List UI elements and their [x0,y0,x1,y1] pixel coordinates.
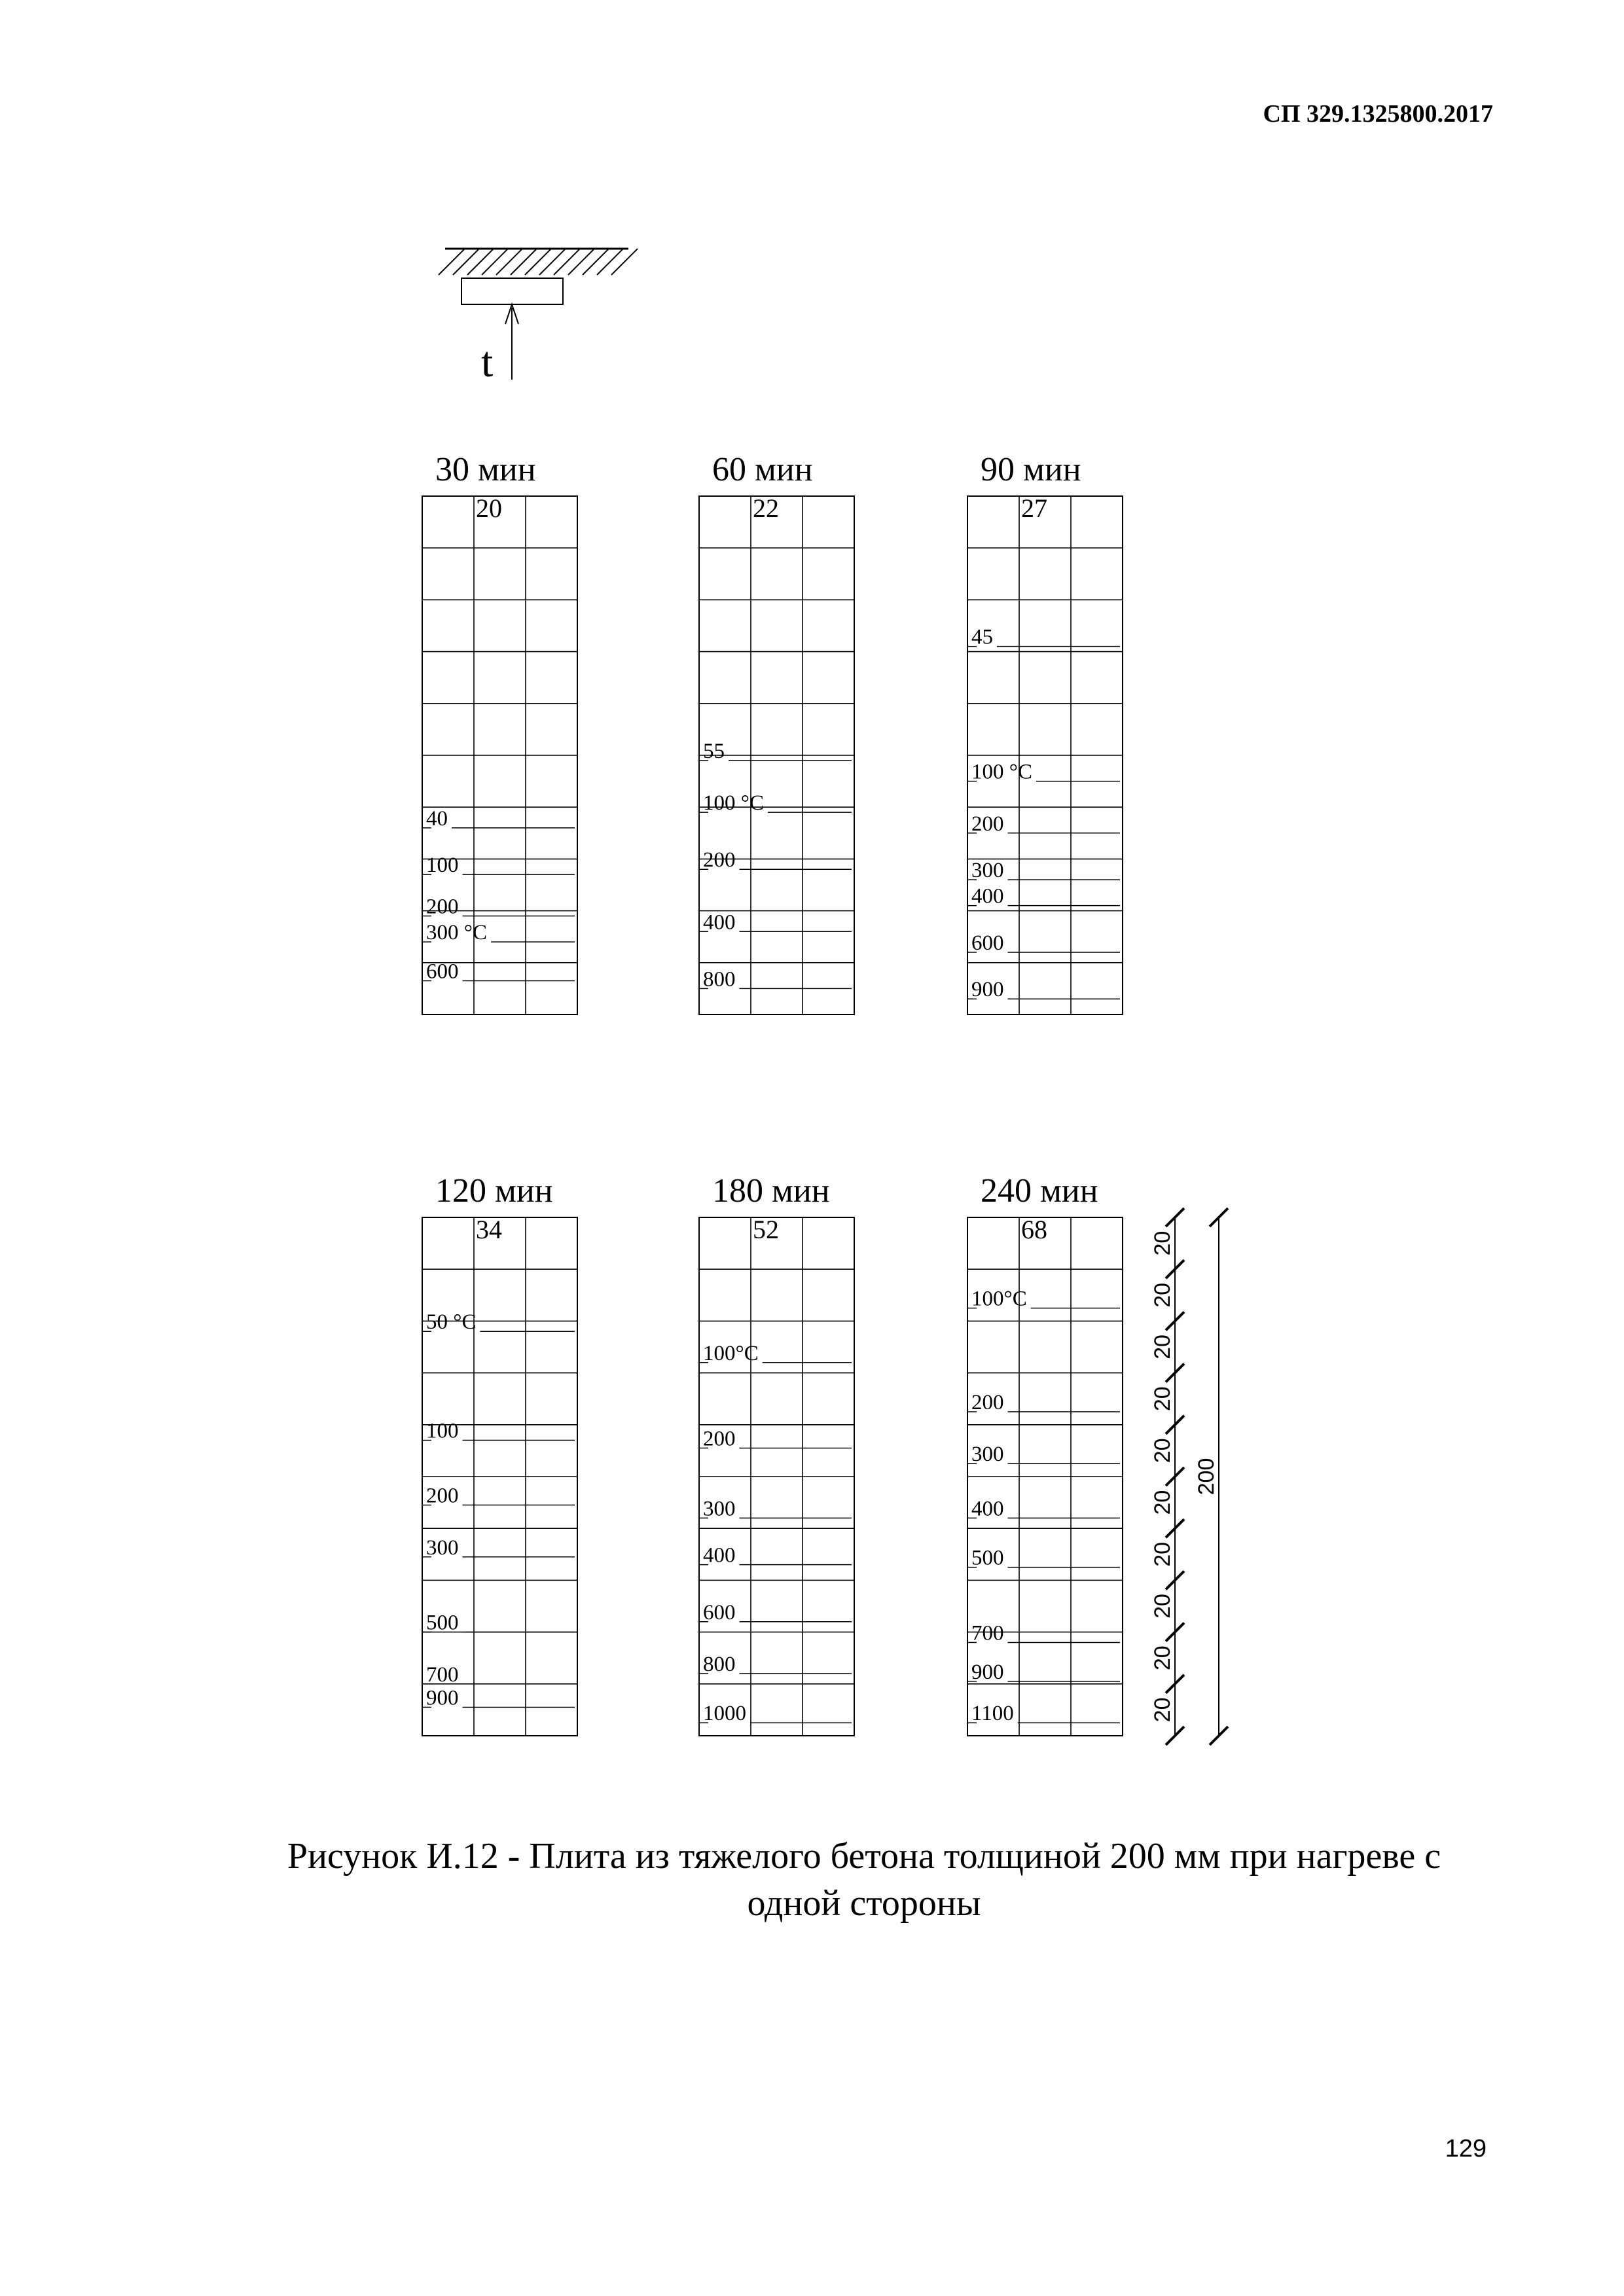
isotherm-label: 300 [971,1443,1004,1467]
hatch-stroke [597,249,623,275]
slab-block [699,1172,854,1736]
isotherm-label: 45 [971,625,993,649]
slab-sections [422,451,1123,1736]
isotherm-label: 500 [971,1546,1004,1570]
slab-block [967,1172,1123,1736]
isotherm-label: 55 [703,739,725,763]
hatch-stroke [482,249,508,275]
slab-block [422,451,577,1014]
isotherm-label: 400 [971,1497,1004,1521]
block-time-label: 30 мин [435,451,536,488]
page-number: 129 [1445,2135,1487,2162]
isotherm-label: 300 [426,1535,459,1560]
hatch-stroke [611,249,638,275]
isotherm-label: 600 [703,1600,736,1624]
hatch-stroke [554,249,580,275]
isotherm-label: 40 [426,806,448,831]
block-time-label: 240 мин [981,1172,1098,1210]
isotherm-label: 1100 [971,1702,1014,1726]
isotherm-label: 100 [426,853,459,878]
hatch-stroke [453,249,479,275]
total-dimension-label: 200 [1194,1458,1219,1496]
block-time-label: 90 мин [981,451,1081,488]
segment-dimension-label: 20 [1150,1697,1175,1723]
surface-temperature: 20 [476,493,502,523]
isotherm-label: 50 °C [426,1310,477,1335]
block-time-label: 120 мин [435,1172,553,1210]
segment-dimension-label: 20 [1150,1541,1175,1567]
heat-direction-label: t [481,338,494,386]
isotherm-label: 600 [971,931,1004,955]
document-code: СП 329.1325800.2017 [1263,100,1493,128]
block-time-label: 60 мин [712,451,813,488]
isotherm-label: 100°C [971,1287,1027,1311]
isotherm-label: 100 °C [971,760,1032,784]
isotherm-label: 200 [971,812,1004,836]
hatch-stroke [583,249,609,275]
hatch-stroke [496,249,522,275]
isotherm-label: 700 [426,1662,459,1687]
isotherm-label: 100 °C [703,791,764,816]
surface-temperature: 27 [1021,493,1047,523]
isotherm-label: 900 [971,1660,1004,1684]
isotherm-label: 800 [703,1652,736,1676]
surface-temperature: 68 [1021,1215,1047,1244]
isotherm-label: 100 [426,1419,459,1443]
hatch-stroke [568,249,594,275]
slab-block [699,451,854,1014]
segment-dimension-label: 20 [1150,1335,1175,1359]
isotherm-label: 1000 [703,1702,746,1726]
isotherm-label: 100°C [703,1341,759,1365]
isotherm-label: 700 [971,1621,1004,1645]
thickness-dimension [1150,1208,1228,1745]
hatch-stroke [511,249,537,275]
slab-block [422,1172,577,1736]
caption-line-2: одной стороны [747,1883,981,1924]
isotherm-label: 300 °C [426,921,487,945]
hatch-stroke [539,249,566,275]
isotherm-label: 200 [703,848,736,872]
surface-temperature: 22 [753,493,779,523]
isotherm-label: 900 [426,1686,459,1710]
segment-dimension-label: 20 [1150,1594,1175,1619]
block-time-label: 180 мин [712,1172,830,1210]
surface-temperature: 34 [476,1215,502,1244]
hatch-stroke [525,249,551,275]
figure-caption [131,1833,1597,1927]
isotherm-label: 400 [703,910,736,935]
segment-dimension-label: 20 [1150,1230,1175,1256]
segment-dimension-label: 20 [1150,1438,1175,1463]
isotherm-label: 200 [971,1391,1004,1414]
isotherm-label: 900 [971,978,1004,1002]
isotherm-label: 300 [971,859,1004,883]
isotherm-label: 200 [426,1484,459,1508]
heating-schematic [439,249,638,386]
isotherm-label: 400 [971,884,1004,908]
slab-symbol [461,278,563,304]
isotherm-label: 300 [703,1497,736,1521]
segment-dimension-label: 20 [1150,1386,1175,1412]
isotherm-label: 200 [703,1427,736,1451]
isotherm-label: 400 [703,1543,736,1568]
hatch-stroke [467,249,494,275]
caption-line-1: Рисунок И.12 - Плита из тяжелого бетона толщиной 200 мм при нагреве с [287,1836,1441,1876]
isotherm-label: 500 [426,1611,459,1635]
isotherm-label: 200 [426,895,459,919]
isotherm-label: 600 [426,960,459,984]
segment-dimension-label: 20 [1150,1490,1175,1515]
slab-block [967,451,1123,1014]
isotherm-label: 800 [703,967,736,992]
hatch-stroke [439,249,465,275]
segment-dimension-label: 20 [1150,1282,1175,1308]
surface-temperature: 52 [753,1215,779,1244]
segment-dimension-label: 20 [1150,1645,1175,1671]
